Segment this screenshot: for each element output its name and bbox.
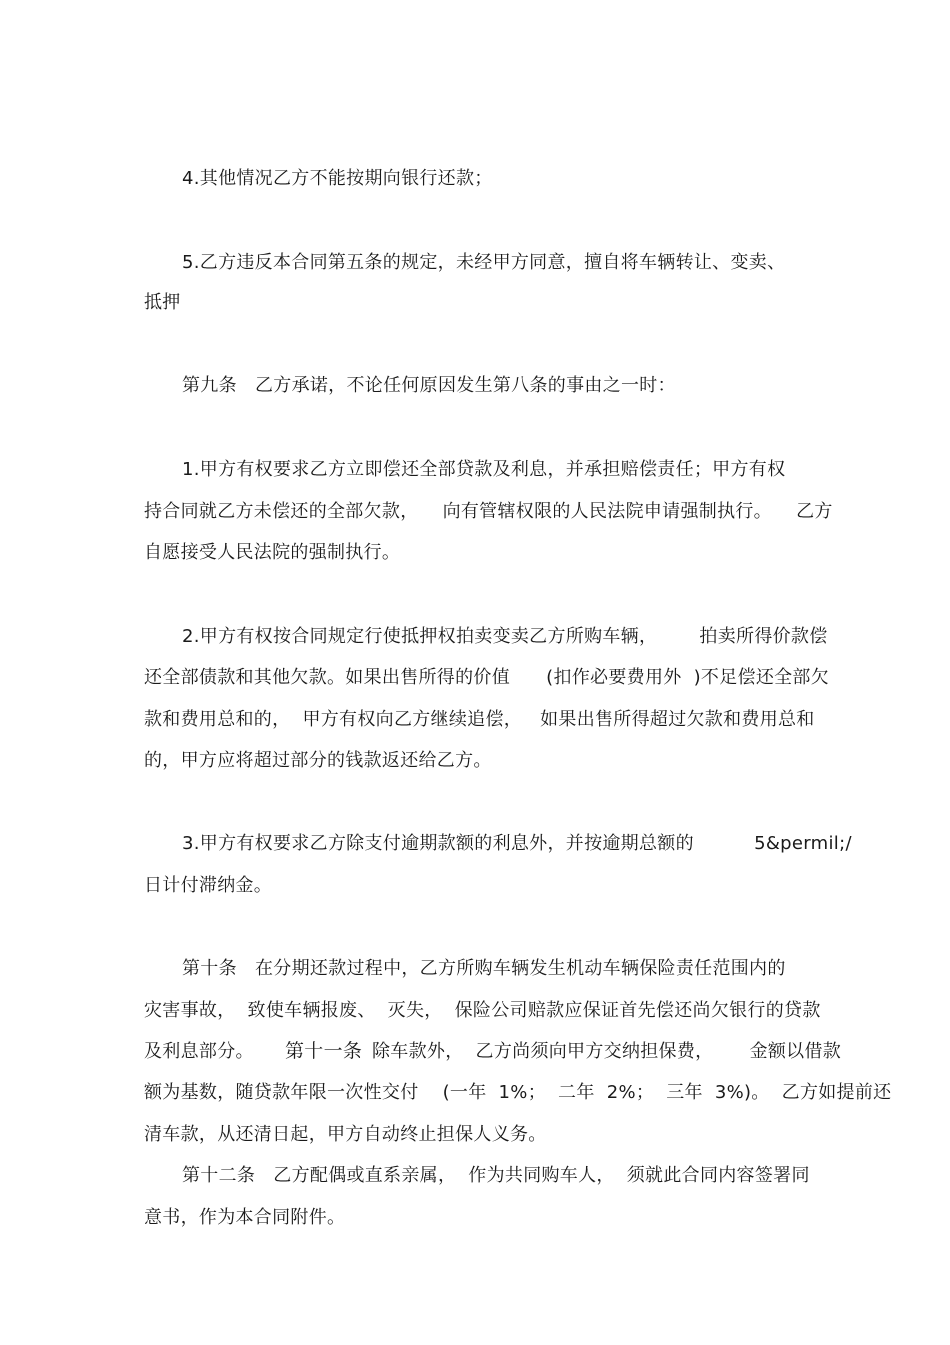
clause-9-item-2-line-3: 款和费用总和的， 甲方有权向乙方继续追偿， 如果出售所得超过欠款和费用总和 xyxy=(144,709,815,730)
clause-9-item-3-line-1: 3.甲方有权要求乙方除支付逾期款额的利息外，并按逾期总额的 5&permil;/ xyxy=(182,833,852,854)
clause-9-item-2-line-4: 的，甲方应将超过部分的钱款返还给乙方。 xyxy=(144,750,492,771)
clause-8-item-5-line-1: 5.乙方违反本合同第五条的规定，未经甲方同意，擅自将车辆转让、变卖、 xyxy=(182,252,786,273)
clause-9-item-1-line-2: 持合同就乙方未偿还的全部欠款， 向有管辖权限的人民法院申请强制执行。 乙方 xyxy=(144,501,833,522)
clause-12-line-1: 第十二条 乙方配偶或直系亲属， 作为共同购车人， 须就此合同内容签署同 xyxy=(182,1165,810,1186)
clause-11-line-2: 额为基数，随贷款年限一次性交付 (一年 1%； 二年 2%； 三年 3%)。 乙方如提前还 xyxy=(144,1082,892,1103)
clause-9-item-1-line-1: 1.甲方有权要求乙方立即偿还全部贷款及利息，并承担赔偿责任；甲方有权 xyxy=(182,459,786,480)
clause-9-item-3-line-2: 日计付滞纳金。 xyxy=(144,875,273,896)
clause-9-heading: 第九条 乙方承诺，不论任何原因发生第八条的事由之一时： xyxy=(182,375,676,396)
clause-11-line-1: 除车款外， 乙方尚须向甲方交纳担保费， 金额以借款 xyxy=(372,1041,842,1062)
clause-11-heading: 第十一条 xyxy=(285,1040,363,1062)
clause-10-line-1: 第十条 在分期还款过程中，乙方所购车辆发生机动车辆保险责任范围内的 xyxy=(182,958,786,979)
clause-9-item-1-line-3: 自愿接受人民法院的强制执行。 xyxy=(144,542,401,563)
clause-10-line-2: 灾害事故， 致使车辆报废、 灭失， 保险公司赔款应保证首先偿还尚欠银行的贷款 xyxy=(144,1000,821,1021)
clause-8-item-5-line-2: 抵押 xyxy=(144,292,181,313)
clause-11-line-3: 清车款，从还清日起，甲方自动终止担保人义务。 xyxy=(144,1124,547,1145)
clause-9-item-2-line-1: 2.甲方有权按合同规定行使抵押权拍卖变卖乙方所购车辆， 拍卖所得价款偿 xyxy=(182,626,828,647)
clause-10-line-3: 及利息部分。 xyxy=(144,1041,254,1062)
clause-8-item-4: 4.其他情况乙方不能按期向银行还款； xyxy=(182,168,493,189)
clause-9-item-2-line-2: 还全部债款和其他欠款。如果出售所得的价值 (扣作必要费用外 )不足偿还全部欠 xyxy=(144,667,830,688)
clause-12-line-2: 意书，作为本合同附件。 xyxy=(144,1207,346,1228)
